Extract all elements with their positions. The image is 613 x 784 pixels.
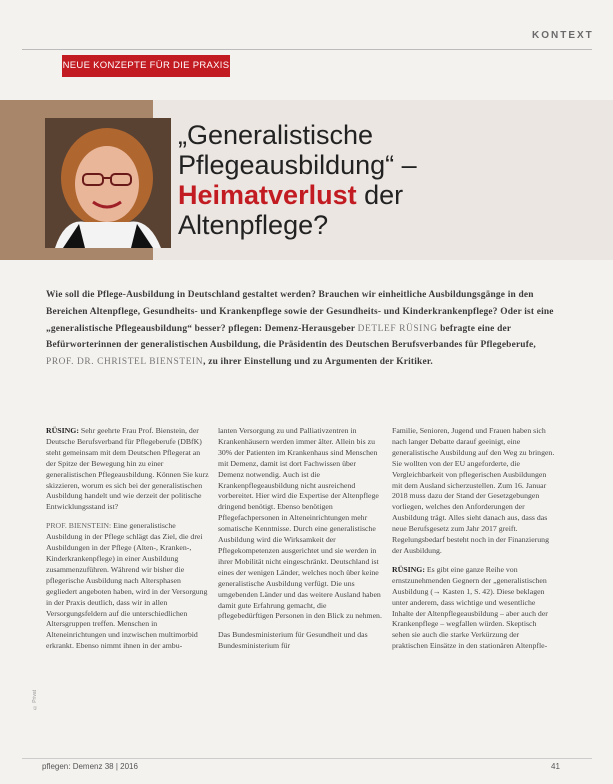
headline-line-4: Altenpflege? (178, 210, 329, 240)
speaker-label: RÜSING: (46, 426, 79, 435)
intro-paragraph (46, 287, 554, 371)
headline-line-3-rest: der (356, 180, 404, 210)
intro-author-name: DETLEF RÜSING (357, 323, 438, 334)
body-column-3 (392, 426, 556, 660)
answer-paragraph: lanten Versorgung zu und Palliativzentren in Krankenhäusern werden immer älter. Allein bis zu 30% der Patienten im Krankenhaus sind Menschen mit Demenz, damit ist dort Fachwissen über Demenz notwendig. Auch ist die Krankenpflegeausbildung nicht ausreichend vorbereitet. Hier wird die Expertise der Altenpflege dringend benötigt. Ebenso benötigen Pflegefachpersonen in Alteneinrichtungen mehr somatische Kenntnisse. Durch eine generalistische Ausbildung wird die Wirksamkeit der Pflegekompetenzen ausgerichtet und sie werden in ihrer Mobilität nicht eingeschränkt. Deutschland ist eines der wenigen Länder, welches noch über keine generalistische Ausbildung verfügt. Die uns umgebenden Länder und das weitere Ausland haben damit gute Erfahrung gemacht, die pflegebedürftigen Personen in den Blick zu nehmen. (218, 426, 382, 621)
paragraph-text: Sehr geehrte Frau Prof. Bienstein, der Deutsche Berufsverband für Pflegeberufe (DBfK) steht gemeinsam mit dem Deutschen Pflegerat an der Spitze der Bewegung hin zu einer generalistischen Pflegeausbildung. Können Sie kurz skizzieren, worum es sich bei der generalistischen Ausbildung handelt und wie derzeit der politische Entwicklungsstand ist? (46, 426, 209, 512)
headline-line-1: „Generalistische (178, 120, 374, 150)
page-number: 41 (551, 762, 560, 771)
portrait-photo (45, 118, 171, 248)
body-column-2 (218, 426, 382, 660)
answer-paragraph (46, 521, 210, 652)
headline (178, 120, 598, 240)
body-column-1 (46, 426, 210, 660)
question-paragraph (392, 565, 556, 652)
photo-credit: © Privat (32, 690, 38, 711)
footer-divider (22, 758, 592, 759)
speaker-label: RÜSING: (392, 564, 425, 574)
headline-line-3 (178, 180, 598, 210)
footer-publication: pflegen: Demenz 38 | 2016 (42, 762, 138, 771)
intro-text-2: befragte eine der Befürworterinnen der generalistischen Ausbildung, die Präsidentin des Deutschen Berufsverbandes für Pflegeberufe, (46, 323, 536, 351)
paragraph-text: Eine generalistische Ausbildung in der Pflege schlägt das Ziel, die drei Ausbildungen in der Pflege (Alten-, Kranken-, Kinderkrankenpflege) in einer Ausbildung zusammenzuführen. Während wir bisher die pflegerische Ausbildung nach Altersphasen gegliedert angeboten haben, wird in der Versorgung in der Praxis deutlich, dass wir in allen Versorgungsfeldern auf die unterschiedlichen Altersgruppen treffen. Menschen in Alteneinrichtungen und inzwischen multimorbid erkrankt. Ebenso nimmt ihnen in der ambu- (46, 521, 208, 651)
question-paragraph (46, 426, 210, 513)
headline-highlight: Heimatverlust (178, 180, 357, 210)
intro-text: Wie soll die Pflege-Ausbildung in Deutschland gestaltet werden? Brauchen wir einheitliche Ausbildungsgänge in den Bereichen Altenpflege, Gesundheits- und Krankenpflege sowie der Gesundheits- und Kinderkrankenpflege? Oder ist eine „generalistische Pflegeausbildung“ besser? pflegen: Demenz-Herausgeber (46, 290, 554, 334)
header-divider (22, 49, 592, 50)
answer-paragraph: Das Bundesministerium für Gesundheit und das Bundesministerium für (218, 630, 368, 651)
headline-line-2: Pflegeausbildung“ – (178, 150, 417, 180)
category-badge: NEUE KONZEPTE FÜR DIE PRAXIS (62, 55, 230, 77)
speaker-label: PROF. BIENSTEIN: (46, 521, 112, 531)
answer-paragraph: Familie, Senioren, Jugend und Frauen haben sich nach langer Debatte darauf geeinigt, eine generalistische Ausbildung auf den Weg zu bringen. Sie wollten von der EU angeforderte, die Vergleichbarkeit von pflegerischen Ausbildungen mit dem Ausland sicherzustellen. Zum 16. Januar 2018 muss dazu der Stand der Gesetzgebungen vorliegen, welches den Anforderungen der Ausbildung trägt. Alles sieht danach aus, dass das neue Berufsgesetz zum Jahr 2017 greift. Regelungsbedarf besteht noch in der Finanzierung der Ausbildung. (392, 426, 555, 555)
paragraph-text: Es gibt eine ganze Reihe von ernstzunehmenden Gegnern der „generalistischen Ausbildung (→ Kasten 1, S. 42). Diese beklagen unter anderem, dass wichtige und wesentliche Inhalte der Altenpflegeausbildung – aber auch der Krankenpflege – wegfallen würden. Skeptisch sehen sie auch die starke Verkürzung der praktischen Einsätze in den stationären Altenpfle- (392, 564, 548, 651)
intro-interviewee-name: PROF. DR. CHRISTEL BIENSTEIN (46, 357, 204, 368)
intro-text-3: , zu ihrer Einstellung und zu Argumenten der Kritiker. (203, 357, 433, 368)
section-label: KONTEXT (532, 30, 594, 41)
